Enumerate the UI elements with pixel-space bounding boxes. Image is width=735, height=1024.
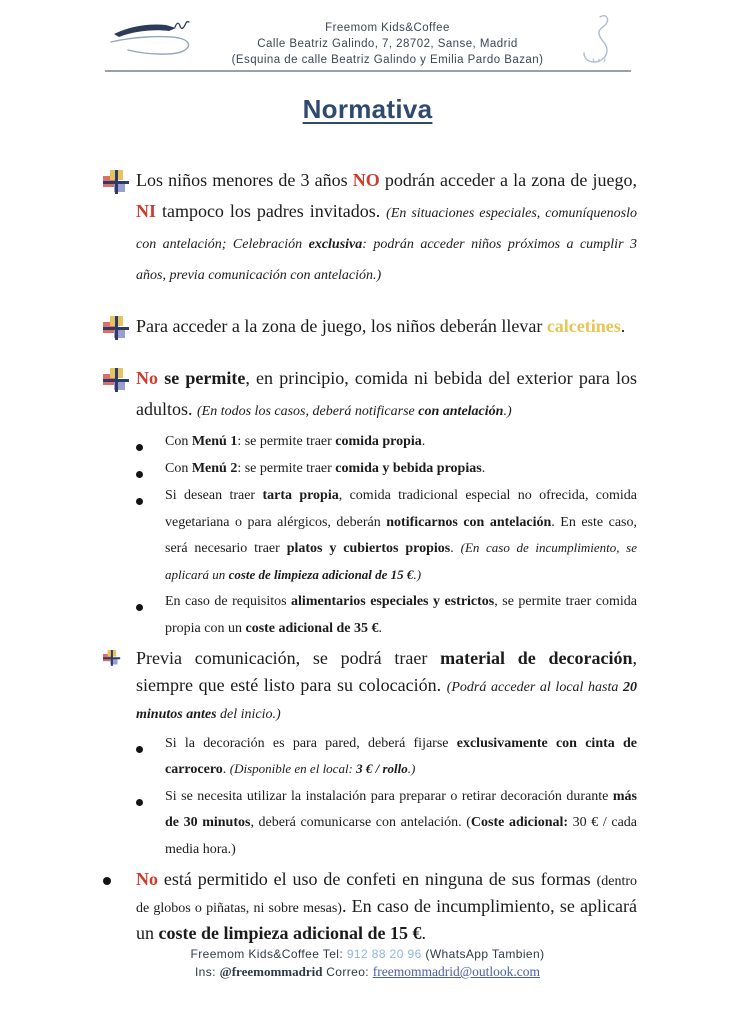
text-segment: , en principio, comida ni bebida del exterior para los adultos. bbox=[136, 368, 637, 420]
text-segment: comida y bebida propias bbox=[335, 461, 482, 476]
text-segment: calcetines bbox=[546, 316, 621, 337]
text-segment: alimentarios especiales y estrictos bbox=[291, 594, 495, 610]
text-segment: (En situaciones especiales, comuníquenoslo con antelación; Celebración bbox=[136, 206, 637, 253]
text-segment: platos y cubiertos propios bbox=[286, 541, 451, 557]
text-segment: coste de limpieza adicional de 15 € bbox=[158, 923, 422, 944]
text-segment: . bbox=[421, 434, 426, 449]
text-segment: Correo: bbox=[322, 965, 373, 979]
rules-list bbox=[103, 165, 637, 947]
text-segment: Con bbox=[165, 461, 192, 476]
page-title: Normativa bbox=[302, 94, 433, 125]
text-segment: Previa comunicación, se podrá traer bbox=[136, 647, 441, 668]
text-segment: (En todos los casos, deberá notificarse bbox=[197, 404, 419, 420]
business-address-note: (Esquina de calle Beatriz Galindo y Emilia Pardo Bazan) bbox=[231, 54, 544, 67]
text-segment: Si se necesita utilizar la instalación para preparar o retirar decoración durante bbox=[165, 788, 613, 804]
text-segment: NO bbox=[352, 170, 380, 191]
rule-text bbox=[165, 784, 637, 864]
text-segment: se permite bbox=[158, 368, 246, 389]
text-segment: comida propia bbox=[335, 434, 422, 449]
text-segment: Ins: bbox=[194, 965, 220, 979]
text-segment: (Disponible en el local: bbox=[229, 761, 357, 777]
text-segment: , se permite traer comida propia con un bbox=[165, 594, 637, 636]
food-sub-rules bbox=[136, 429, 637, 643]
text-segment: . bbox=[450, 541, 461, 557]
rule-text bbox=[136, 165, 637, 289]
pushpin-icon bbox=[103, 170, 129, 194]
text-segment: .) bbox=[407, 761, 416, 777]
text-segment: podrán acceder a la zona de juego, bbox=[379, 170, 637, 191]
text-segment: 20 minutos antes bbox=[136, 679, 637, 723]
text-segment: (dentro de globos o piñatas, ni sobre mesas) bbox=[136, 873, 637, 916]
text-segment: . En caso de incumplimiento, se aplicará un bbox=[136, 895, 638, 944]
bullet-dot-icon bbox=[103, 877, 111, 885]
text-segment: . En este caso, será necesario traer bbox=[165, 514, 637, 557]
text-segment: . bbox=[620, 316, 626, 337]
freemom-swoosh-logo-icon bbox=[106, 12, 202, 58]
rule-item-no-outside-food bbox=[103, 363, 637, 425]
sub-rule-menu-1 bbox=[136, 429, 637, 456]
text-segment: , comida tradicional especial no ofrecida, comida vegetariana o para alérgicos, deberán bbox=[165, 488, 637, 530]
bullet-dot-icon bbox=[136, 799, 143, 806]
text-segment: 3 € / rollo bbox=[356, 761, 408, 777]
text-segment: del inicio.) bbox=[216, 707, 281, 723]
text-segment: Con bbox=[165, 434, 192, 449]
footer-contact-line bbox=[0, 947, 735, 961]
text-segment: tampoco los padres invitados. bbox=[156, 201, 387, 222]
text-segment: Menú 2 bbox=[191, 461, 238, 476]
text-segment: , deberá comunicarse con antelación. ( bbox=[250, 815, 471, 831]
bullet-dot-icon bbox=[136, 498, 143, 505]
text-segment: tarta propia bbox=[262, 488, 339, 503]
rule-text bbox=[165, 456, 637, 483]
text-segment: (En caso de incumplimiento, se aplicará un bbox=[165, 540, 637, 582]
text-segment: En caso de requisitos bbox=[165, 594, 292, 610]
bullet-dot-icon bbox=[136, 604, 143, 611]
text-segment: Los niños menores de 3 años bbox=[136, 170, 353, 191]
text-segment: No bbox=[136, 368, 158, 389]
text-segment: coste adicional de 35 € bbox=[245, 620, 379, 636]
rule-text bbox=[165, 589, 637, 642]
text-segment: notificarnos con antelación bbox=[386, 514, 552, 530]
mother-figure-icon bbox=[573, 12, 625, 64]
rule-text bbox=[136, 363, 637, 425]
pushpin-icon bbox=[103, 368, 129, 392]
text-segment: 912 88 20 96 bbox=[346, 947, 422, 961]
rule-text bbox=[165, 483, 637, 589]
text-segment: Si desean traer bbox=[165, 488, 263, 503]
text-segment: .) bbox=[413, 566, 422, 582]
text-segment: . bbox=[421, 923, 426, 944]
text-segment: @freemommadrid bbox=[219, 964, 323, 979]
text-segment: , siempre que esté listo para su colocación. bbox=[136, 647, 637, 695]
header-text-block bbox=[202, 12, 573, 68]
rule-text bbox=[165, 731, 637, 784]
text-segment: Coste adicional: bbox=[470, 815, 569, 831]
text-segment: NI bbox=[136, 201, 157, 222]
business-address: Calle Beatriz Galindo, 7, 28702, Sanse, Madrid bbox=[257, 38, 518, 51]
sub-rule-menu-2 bbox=[136, 456, 637, 483]
text-segment: .) bbox=[503, 404, 512, 420]
text-segment: material de decoración bbox=[440, 647, 633, 668]
text-segment: . bbox=[378, 620, 382, 636]
bullet-dot-icon bbox=[136, 746, 143, 753]
bullet-dot-icon bbox=[136, 444, 143, 451]
text-segment: Si la decoración es para pared, deberá fijarse bbox=[165, 735, 457, 751]
header-divider bbox=[105, 70, 631, 72]
text-segment: más de 30 minutos bbox=[165, 788, 637, 831]
text-segment: No bbox=[136, 868, 158, 889]
decoration-sub-rules bbox=[136, 731, 637, 864]
text-segment: . bbox=[481, 461, 486, 476]
rule-text bbox=[165, 429, 637, 456]
rule-text bbox=[136, 311, 637, 342]
text-segment: con antelación bbox=[418, 404, 504, 420]
text-segment: Menú 1 bbox=[191, 434, 238, 449]
text-segment: (WhatsApp Tambien) bbox=[421, 947, 545, 961]
rule-text bbox=[136, 866, 637, 948]
rule-item-decoration bbox=[103, 645, 637, 727]
pushpin-icon bbox=[103, 650, 120, 666]
sub-rule-wall-tape bbox=[136, 731, 637, 784]
text-segment: está permitido el uso de confeti en ninguna de sus formas bbox=[158, 868, 597, 889]
rule-item-no-under-3 bbox=[103, 165, 637, 289]
text-segment: Freemom Kids&Coffee Tel: bbox=[190, 947, 347, 961]
pushpin-icon bbox=[103, 316, 129, 340]
bullet-dot-icon bbox=[136, 471, 143, 478]
rule-text bbox=[136, 645, 637, 727]
rule-item-socks bbox=[103, 311, 637, 345]
text-segment: : podrán acceder niños próximos a cumplir 3 años, previa comunicación con antelación.) bbox=[136, 237, 637, 284]
sub-rule-dietary-requirements bbox=[136, 589, 637, 642]
text-segment: : se permite traer bbox=[237, 461, 336, 476]
text-segment: 30 € / cada media hora.) bbox=[165, 815, 637, 858]
text-segment: exclusivamente con cinta de carrocero bbox=[165, 735, 638, 778]
text-segment: Para acceder a la zona de juego, los niños deberán llevar bbox=[136, 316, 547, 337]
text-segment: exclusiva bbox=[308, 237, 363, 253]
footer-social-line bbox=[0, 964, 735, 980]
email-link[interactable]: freemommadrid@outlook.com bbox=[372, 964, 541, 979]
text-segment: (Podrá acceder al local hasta bbox=[446, 679, 623, 695]
text-segment: coste de limpieza adicional de 15 € bbox=[228, 566, 414, 582]
sub-rule-setup-time bbox=[136, 784, 637, 864]
document-header bbox=[0, 0, 735, 68]
document-footer bbox=[0, 947, 735, 980]
text-segment: : se permite traer bbox=[237, 434, 336, 449]
rule-item-no-confetti bbox=[103, 866, 637, 948]
text-segment: . bbox=[222, 762, 230, 778]
business-name: Freemom Kids&Coffee bbox=[325, 22, 450, 34]
sub-rule-own-cake bbox=[136, 483, 637, 589]
